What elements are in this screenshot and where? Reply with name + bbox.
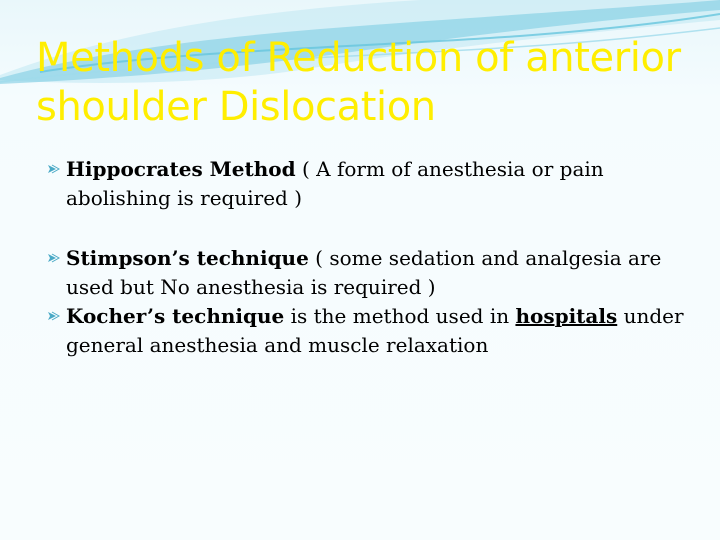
bullet-text: under general anesthesia and muscle relaxation (66, 304, 684, 357)
arrow-bullet-icon (46, 251, 60, 265)
bullet-bold-text: Kocher’s technique (66, 304, 285, 328)
arrow-bullet-icon (46, 309, 60, 323)
bullet-text: ( some sedation and analgesia are used but No anesthesia is required ) (66, 246, 662, 299)
bullet-item-kocher (46, 302, 686, 360)
bullet-bold-text: Hippocrates Method (66, 157, 296, 181)
bullet-text: is the method used in (284, 304, 516, 328)
bullet-item-stimpson (46, 244, 686, 302)
arrow-bullet-icon (46, 162, 60, 176)
bullet-underlined-text: hospitals (515, 304, 618, 328)
bullet-bold-text: Stimpson’s technique (66, 246, 309, 270)
bullet-item-hippocrates (46, 155, 686, 213)
bullet-text: ( A form of anesthesia or pain abolishing is required ) (66, 157, 604, 210)
bullet-list (46, 155, 686, 360)
slide-title: Methods of Reduction of anterior shoulder Dislocation (36, 35, 681, 130)
